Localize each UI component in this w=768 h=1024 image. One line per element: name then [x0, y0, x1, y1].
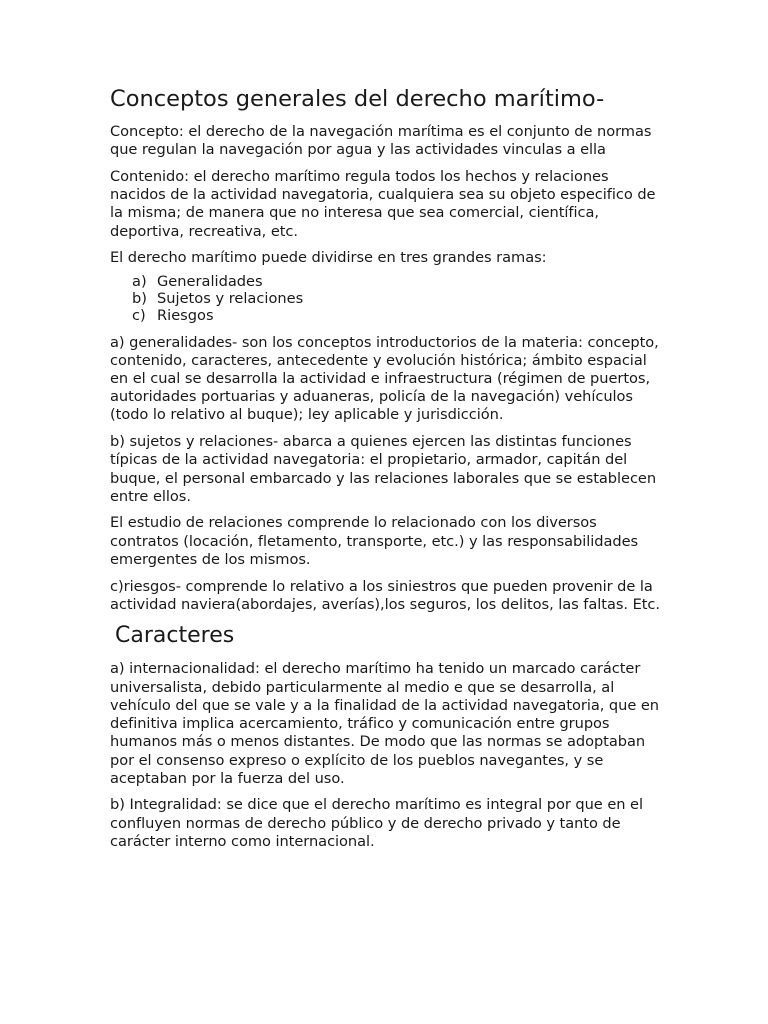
paragraph-estudio: El estudio de relaciones comprende lo relacionado con los diversos contratos (locación, fletamento, transporte, etc.) y las responsabilidades emergentes de los mismos.: [110, 514, 639, 568]
list-item-text: Riesgos: [157, 306, 214, 324]
paragraph-contenido: Contenido: el derecho marítimo regula todos los hechos y relaciones nacidos de la actividad navegatoria, cualquiera sea su objeto especifico de la misma; de manera que no interesa que sea comercial, científica, deportiva, recreativa, etc.: [110, 167, 656, 240]
paragraph-internacionalidad: a) internacionalidad: el derecho marítimo ha tenido un marcado carácter universalista, debido particularmente al medio e que se desarrolla, al vehículo del que se vale y a la finalidad de la actividad navegatoria, que en definitiva implica acercamiento, tráfico y comunicación entre grupos humanos más o menos distantes. De modo que las normas se adoptaban por el consenso expreso o explícito de los pueblos navegantes, y se aceptaban por la fuerza del uso.: [110, 660, 659, 787]
document-page: [110, 84, 662, 860]
list-item: [132, 274, 662, 291]
paragraph-riesgos: c)riesgos- comprende lo relativo a los siniestros que pueden provenir de la actividad naviera(abordajes, averías),los seguros, los delitos, las faltas. Etc.: [110, 577, 660, 613]
paragraph-concepto: Concepto: el derecho de la navegación marítima es el conjunto de normas que regulan la navegación por agua y las actividades vinculas a ella: [110, 123, 652, 159]
list-marker: b): [132, 289, 147, 307]
document-title: Conceptos generales del derecho marítimo-: [110, 86, 605, 112]
list-item: [132, 308, 662, 325]
list-item-text: Sujetos y relaciones: [157, 289, 304, 307]
paragraph-generalidades: a) generalidades- son los conceptos introductorios de la materia: concepto, contenido, caracteres, antecedente y evolución histórica; ámbito espacial en el cual se desarrolla la actividad e infraestructura (régimen de puertos, autoridades portuarias y aduaneras, policía de la navegación) vehículos (todo lo relativo al buque); ley aplicable y jurisdicción.: [110, 333, 659, 424]
ramas-list: [110, 274, 662, 325]
paragraph-ramas-intro: El derecho marítimo puede dividirse en tres grandes ramas:: [110, 249, 547, 267]
paragraph-integralidad: b) Integralidad: se dice que el derecho marítimo es integral por que en el confluyen normas de derecho público y de derecho privado y tanto de carácter interno como internacional.: [110, 796, 643, 850]
list-marker: a): [132, 272, 147, 290]
paragraph-sujetos: b) sujetos y relaciones- abarca a quienes ejercen las distintas funciones típicas de la actividad navegatoria: el propietario, armador, capitán del buque, el personal embarcado y las relaciones laborales que se establecen entre ellos.: [110, 433, 657, 505]
list-item-text: Generalidades: [157, 272, 263, 290]
list-item: [132, 291, 662, 308]
section-heading-caracteres: Caracteres: [115, 623, 235, 649]
list-marker: c): [132, 306, 146, 324]
